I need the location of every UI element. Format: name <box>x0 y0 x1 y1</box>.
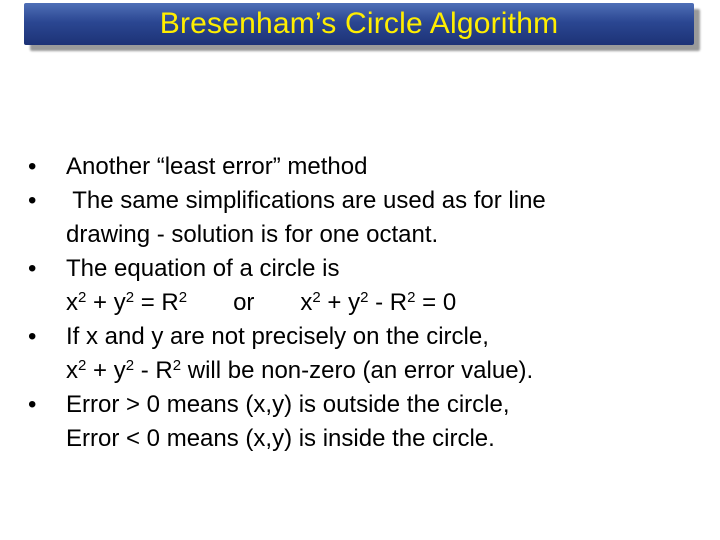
exponent: 2 <box>172 357 182 374</box>
bullet-text: Error < 0 means (x,y) is inside the circle. <box>66 425 495 452</box>
eq-x: x <box>66 289 78 316</box>
bullet-text: Error > 0 means (x,y) is outside the circle, <box>66 391 510 418</box>
eq-minus-r: - R <box>134 357 173 384</box>
exponent: 2 <box>78 357 87 374</box>
bullet-text: The equation of a circle is <box>66 255 340 282</box>
title-bar <box>24 3 694 45</box>
bullet-item <box>24 320 704 388</box>
bullet-text: drawing - solution is for one octant. <box>66 221 439 248</box>
bullet-icon: • <box>28 153 37 180</box>
bullet-text: The same simplifications are used as for line <box>66 187 546 214</box>
bullet-text: If x and y are not precisely on the circle, <box>66 323 489 350</box>
slide-title: Bresenham’s Circle Algorithm <box>159 7 559 40</box>
exponent: 2 <box>312 289 321 306</box>
exponent: 2 <box>125 357 135 374</box>
eq-or: or <box>233 289 255 316</box>
eq-equals-r: = R <box>134 289 179 316</box>
bullet-icon: • <box>28 187 37 214</box>
equation-line <box>66 286 704 320</box>
eq-plus-y: + y <box>86 289 126 316</box>
bullet-text: Another “least error” method <box>66 153 368 180</box>
bullet-icon: • <box>28 323 37 350</box>
exponent: 2 <box>178 289 188 306</box>
eq-plus-y: + y <box>320 289 361 316</box>
exponent: 2 <box>125 289 135 306</box>
eq-plus-y: + y <box>86 357 126 384</box>
eq-x: x <box>300 289 313 316</box>
bullet-text: will be non-zero (an error value). <box>181 357 534 384</box>
eq-minus-r: - R <box>368 289 408 316</box>
eq-zero: = 0 <box>415 289 457 316</box>
equation-line <box>66 354 704 388</box>
eq-x: x <box>66 357 78 384</box>
bullet-icon: • <box>28 391 37 418</box>
bullet-item <box>24 184 704 252</box>
exponent: 2 <box>78 289 87 306</box>
bullet-item <box>24 150 704 184</box>
bullet-list <box>24 150 704 456</box>
bullet-icon: • <box>28 255 37 282</box>
exponent: 2 <box>407 289 416 306</box>
bullet-item <box>24 252 704 320</box>
exponent: 2 <box>360 289 369 306</box>
bullet-item <box>24 388 704 456</box>
